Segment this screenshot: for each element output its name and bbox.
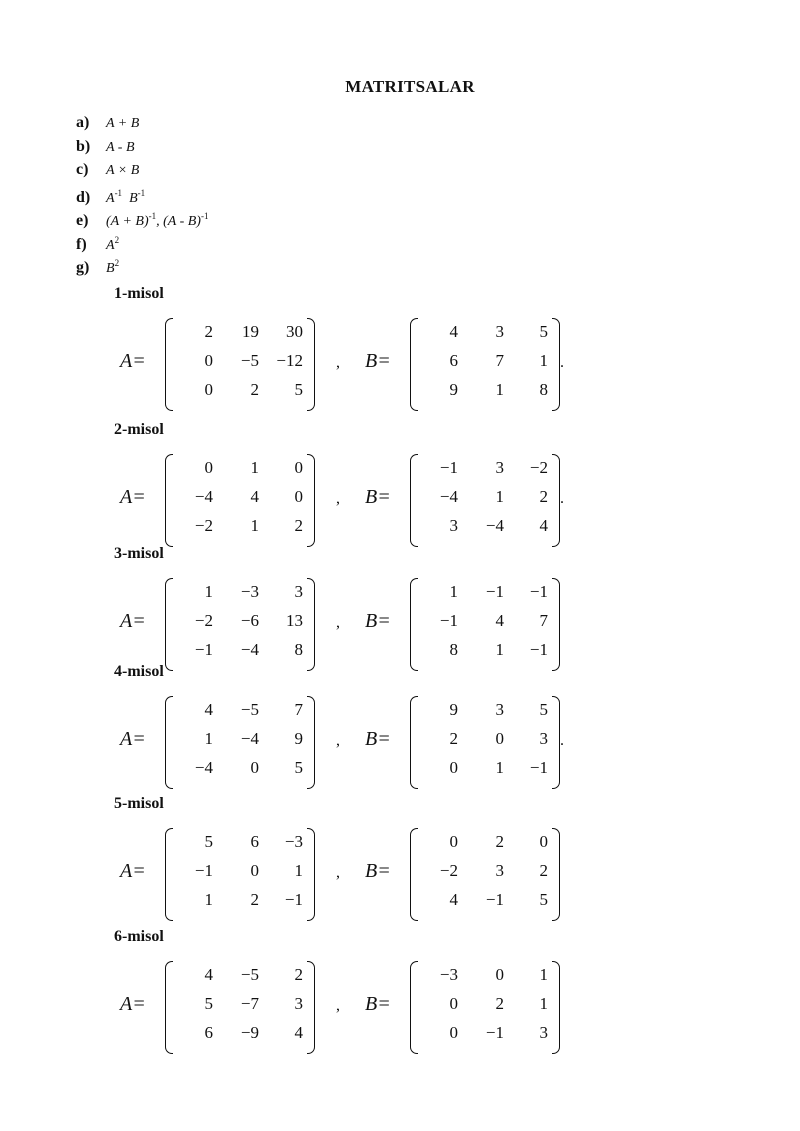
matrix-cell: 5 (204, 994, 213, 1013)
matrix-a-label: A= (120, 993, 146, 1015)
matrix-cell: −4 (194, 487, 213, 506)
matrix-b (410, 961, 560, 1054)
matrix-a-label: A= (120, 610, 146, 632)
matrix-cell: 0 (449, 758, 458, 777)
matrix-cell: −1 (194, 861, 213, 880)
matrix-cell: 7 (539, 611, 548, 630)
matrix-cell: 3 (495, 322, 504, 341)
matrix-b (410, 578, 560, 671)
task-exponent: 2 (114, 234, 120, 245)
matrix-cell: −12 (276, 351, 303, 370)
matrix-cell: −3 (439, 965, 458, 984)
matrix-cell: 2 (294, 516, 303, 535)
matrix-cell: 5 (539, 322, 548, 341)
matrix-cell: 5 (204, 832, 213, 851)
matrix-cell: 2 (495, 994, 504, 1013)
matrix-cell: 2 (449, 729, 458, 748)
matrix-separator: , (336, 997, 340, 1014)
example-block (0, 795, 800, 920)
matrix-cell: 9 (294, 729, 303, 748)
left-bracket (410, 961, 418, 1054)
matrix-cell: 19 (242, 322, 259, 341)
matrix-cell: 3 (495, 700, 504, 719)
matrix-cell: 0 (495, 729, 504, 748)
right-bracket (307, 961, 315, 1054)
matrix-cell: 0 (204, 351, 213, 370)
task-label: f) (76, 235, 87, 253)
task-exponent: 2 (114, 258, 120, 268)
matrix-cell: 13 (286, 611, 303, 630)
matrix-separator: , (336, 732, 340, 749)
left-bracket (410, 696, 418, 789)
matrix-cell: −1 (485, 582, 504, 601)
matrix-cell: −1 (194, 640, 213, 659)
matrix-cell: 0 (294, 458, 303, 477)
example-block (0, 421, 800, 546)
matrix-cell: 0 (294, 487, 303, 506)
matrix-cell: 3 (294, 582, 303, 601)
matrix-cell: 7 (294, 700, 303, 719)
matrix-cell: 0 (449, 1023, 458, 1042)
right-bracket (552, 578, 560, 671)
matrix-cell: −9 (240, 1023, 259, 1042)
matrix-b-label: B= (365, 486, 391, 508)
matrix-a (165, 696, 315, 789)
task-expression-part: B (106, 261, 115, 276)
left-bracket (410, 318, 418, 411)
matrix-a (165, 578, 315, 671)
matrix-b-label: B= (365, 860, 391, 882)
matrix-cell: 1 (204, 729, 213, 748)
matrix-cell: 6 (204, 1023, 213, 1042)
example-block (0, 285, 800, 410)
right-bracket (552, 696, 560, 789)
right-bracket (552, 961, 560, 1054)
matrix-cell: −2 (439, 861, 458, 880)
matrix-cell: 1 (539, 965, 548, 984)
matrix-cell: 1 (539, 351, 548, 370)
task-expression: A - B (106, 139, 135, 155)
matrix-cell: 2 (250, 380, 259, 399)
matrix-cell: 0 (250, 861, 259, 880)
matrix-cell: 8 (294, 640, 303, 659)
matrix-cell: −4 (240, 729, 259, 748)
matrix-cell: 0 (250, 758, 259, 777)
matrix-cell: 1 (204, 890, 213, 909)
task-item (76, 135, 208, 159)
matrix-separator: . (560, 490, 564, 507)
task-expression-part: , (A - B) (156, 214, 201, 229)
matrix-cell: 1 (294, 861, 303, 880)
matrix-cell: 2 (539, 487, 548, 506)
matrix-cell: 4 (294, 1023, 303, 1042)
matrix-b (410, 454, 560, 547)
matrix-cell: 2 (294, 965, 303, 984)
example-title: 5-misol (114, 795, 164, 812)
example-title: 6-misol (114, 928, 164, 945)
matrix-cell: −6 (240, 611, 259, 630)
matrix-cell: 1 (204, 582, 213, 601)
left-bracket (410, 578, 418, 671)
task-expression (106, 187, 146, 206)
matrix-cell: 0 (449, 994, 458, 1013)
matrix-cell: 0 (449, 832, 458, 851)
right-bracket (307, 578, 315, 671)
matrix-cell: 1 (495, 380, 504, 399)
matrix-cell: 30 (286, 322, 303, 341)
matrix-cell: 1 (250, 516, 259, 535)
matrix-cell: −2 (529, 458, 548, 477)
left-bracket (165, 696, 173, 789)
matrix-b-label: B= (365, 728, 391, 750)
matrix-b-label: B= (365, 610, 391, 632)
matrix-a-label: A= (120, 350, 146, 372)
example-title: 1-misol (114, 285, 164, 302)
matrix-cell: 5 (539, 890, 548, 909)
left-bracket (165, 318, 173, 411)
matrix-cell: 4 (204, 965, 213, 984)
matrix-b (410, 318, 560, 411)
matrix-cell: 7 (495, 351, 504, 370)
matrix-b-label: B= (365, 350, 391, 372)
matrix-cell: 0 (539, 832, 548, 851)
example-title: 4-misol (114, 663, 164, 680)
task-exponent: -1 (200, 211, 209, 221)
matrix-cell: −1 (529, 640, 548, 659)
matrix-cell: 5 (539, 700, 548, 719)
matrix-cell: 3 (449, 516, 458, 535)
matrix-cell: 3 (294, 994, 303, 1013)
matrix-cell: −2 (194, 611, 213, 630)
matrix-a-label: A= (120, 486, 146, 508)
matrix-cell: 1 (250, 458, 259, 477)
matrix-cell: 4 (495, 611, 504, 630)
right-bracket (552, 318, 560, 411)
matrix-cell: 6 (449, 351, 458, 370)
right-bracket (307, 318, 315, 411)
matrix-cell: 2 (539, 861, 548, 880)
matrix-cell: 2 (495, 832, 504, 851)
matrix-cell: −7 (240, 994, 259, 1013)
matrix-cell: 3 (539, 729, 548, 748)
example-block (0, 545, 800, 670)
right-bracket (307, 828, 315, 921)
matrix-separator: . (560, 732, 564, 749)
task-label: d) (76, 188, 91, 206)
left-bracket (165, 828, 173, 921)
left-bracket (410, 454, 418, 547)
matrix-a-label: A= (120, 728, 146, 750)
task-label: g) (76, 259, 90, 276)
matrix-cell: 4 (539, 516, 548, 535)
matrix-cell: 4 (204, 700, 213, 719)
matrix-cell: −4 (240, 640, 259, 659)
matrix-separator: , (336, 354, 340, 371)
matrix-cell: 3 (539, 1023, 548, 1042)
matrix-a (165, 961, 315, 1054)
matrix-separator: , (336, 864, 340, 881)
task-label: c) (76, 161, 89, 178)
matrix-cell: −3 (240, 582, 259, 601)
matrix-cell: 1 (495, 640, 504, 659)
matrix-cell: −1 (485, 1023, 504, 1042)
matrix-cell: 1 (495, 487, 504, 506)
matrix-b (410, 828, 560, 921)
matrix-cell: 5 (294, 380, 303, 399)
right-bracket (552, 828, 560, 921)
matrix-cell: −4 (194, 758, 213, 777)
matrix-cell: 0 (204, 458, 213, 477)
matrix-cell: 2 (204, 322, 213, 341)
matrix-b-label: B= (365, 993, 391, 1015)
task-expression (106, 258, 120, 276)
matrix-cell: 0 (495, 965, 504, 984)
task-item (76, 158, 208, 182)
matrix-cell: 4 (449, 322, 458, 341)
matrix-separator: . (560, 354, 564, 371)
left-bracket (165, 454, 173, 547)
matrix-cell: 8 (539, 380, 548, 399)
task-label: e) (76, 212, 89, 229)
matrix-cell: −1 (284, 890, 303, 909)
matrix-cell: 3 (495, 861, 504, 880)
matrix-a (165, 828, 315, 921)
task-exponent: -1 (148, 211, 157, 221)
matrix-cell: 3 (495, 458, 504, 477)
matrix-cell: −1 (485, 890, 504, 909)
matrix-cell: −5 (240, 351, 259, 370)
right-bracket (307, 454, 315, 547)
matrix-cell: −2 (194, 516, 213, 535)
matrix-cell: 1 (539, 994, 548, 1013)
matrix-cell: 4 (250, 487, 259, 506)
matrix-cell: 1 (495, 758, 504, 777)
matrix-cell: 4 (449, 890, 458, 909)
matrix-cell: −1 (439, 458, 458, 477)
matrix-cell: −3 (284, 832, 303, 851)
task-item (76, 205, 208, 229)
matrix-cell: −1 (439, 611, 458, 630)
task-exponent: -1 (114, 187, 123, 198)
left-bracket (410, 828, 418, 921)
left-bracket (165, 578, 173, 671)
matrix-cell: 1 (449, 582, 458, 601)
matrix-cell: −4 (439, 487, 458, 506)
matrix-cell: 0 (204, 380, 213, 399)
task-expression: A × B (106, 163, 140, 178)
right-bracket (307, 696, 315, 789)
task-expression: A + B (106, 116, 140, 131)
task-label: b) (76, 137, 91, 155)
matrix-cell: −4 (485, 516, 504, 535)
left-bracket (165, 961, 173, 1054)
task-expression-part: A (106, 190, 115, 206)
matrix-cell: 8 (449, 640, 458, 659)
task-list (76, 111, 208, 276)
task-item (76, 252, 208, 276)
matrix-cell: −5 (240, 965, 259, 984)
matrix-cell: 9 (449, 700, 458, 719)
example-title: 2-misol (114, 421, 164, 438)
matrix-cell: −1 (529, 758, 548, 777)
task-item (76, 111, 208, 135)
task-expression-part: A (106, 237, 115, 253)
task-expression (106, 211, 209, 229)
matrix-cell: −1 (529, 582, 548, 601)
example-title: 3-misol (114, 545, 164, 562)
task-expression (106, 234, 120, 253)
matrix-a (165, 454, 315, 547)
matrix-separator: , (336, 490, 340, 507)
task-item (76, 229, 208, 253)
example-block (0, 663, 800, 788)
matrix-a (165, 318, 315, 411)
example-block (0, 928, 800, 1053)
matrix-a-label: A= (120, 860, 146, 882)
matrix-cell: 9 (449, 380, 458, 399)
matrix-cell: −5 (240, 700, 259, 719)
task-expression-part: (A + B) (106, 214, 149, 229)
task-expression-part: B (129, 190, 138, 206)
matrix-cell: 5 (294, 758, 303, 777)
page-title: MATRITSALAR (345, 77, 475, 96)
matrix-cell: 6 (250, 832, 259, 851)
right-bracket (552, 454, 560, 547)
task-label: a) (76, 114, 90, 131)
matrix-cell: 2 (250, 890, 259, 909)
task-exponent: -1 (137, 187, 146, 198)
matrix-separator: , (336, 614, 340, 631)
task-item (76, 182, 208, 206)
matrix-b (410, 696, 560, 789)
